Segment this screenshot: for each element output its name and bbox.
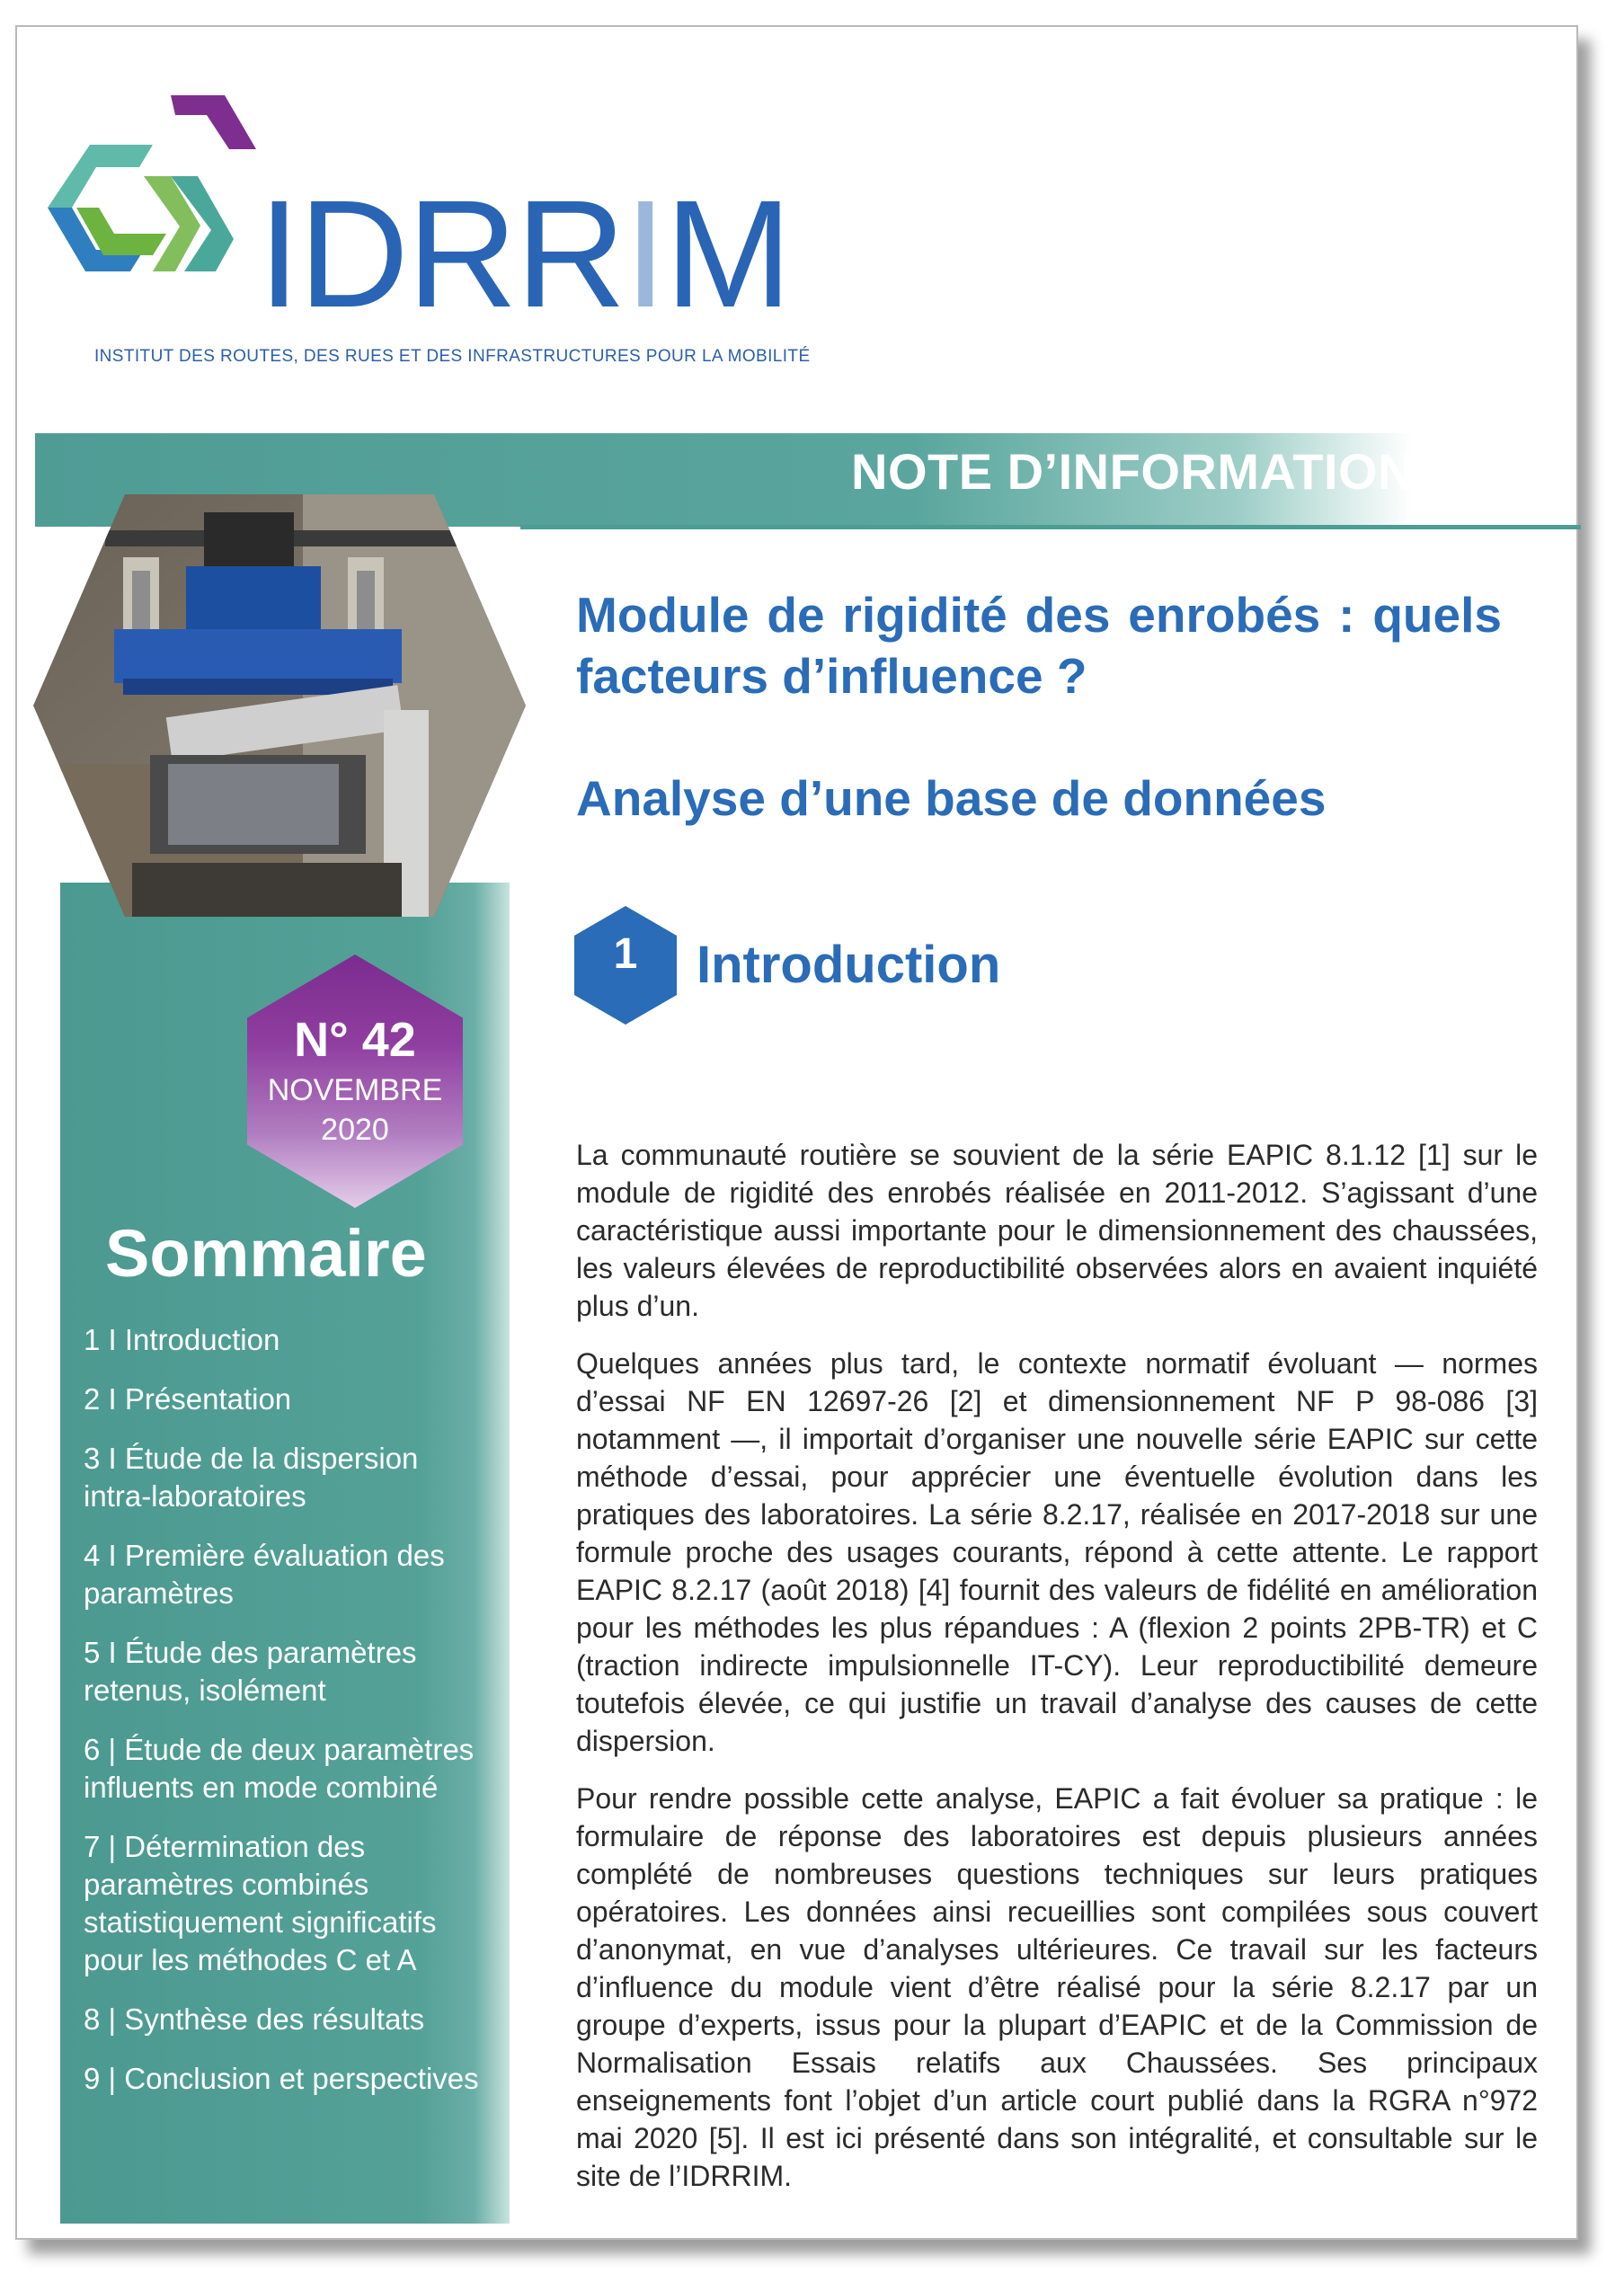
logo-wordmark: IDRRIM — [258, 169, 791, 340]
issue-number: N° 42 — [294, 1013, 416, 1067]
banner-title: NOTE D’INFORMATION — [851, 443, 1415, 500]
issue-year: 2020 — [321, 1113, 389, 1147]
toc-item[interactable]: 2 I Présentation — [84, 1382, 292, 1416]
sommaire-title: Sommaire — [105, 1216, 427, 1291]
toc-item[interactable]: 4 I Première évaluation des paramètres — [84, 1539, 445, 1610]
page-card — [15, 25, 1578, 2240]
toc-item[interactable]: 6 | Étude de deux paramètres influents en mode combiné — [84, 1733, 475, 1804]
banner-rule — [520, 525, 1581, 529]
toc-item[interactable]: 8 | Synthèse des résultats — [84, 2002, 425, 2036]
article-subtitle: Analyse d’une base de données — [576, 770, 1327, 826]
toc-item[interactable]: 5 I Étude des paramètres retenus, isolément — [84, 1636, 417, 1707]
table-of-contents — [84, 1321, 479, 2119]
toc-item[interactable]: 9 | Conclusion et perspectives — [84, 2062, 479, 2095]
article-body — [576, 1136, 1538, 2215]
toc-item[interactable]: 7 | Détermination des paramètres combinés statistiquement significatifs pour les méthodes C et A — [84, 1830, 437, 1976]
paragraph: Quelques années plus tard, le contexte normatif évoluant — normes d’essai NF EN 12697-26 [2] et dimensionnement NF P 98-086 [3] notamment —, il importait d’organiser une nouvelle série EAPIC sur cette méthode d’essai, pour apprécier une éventuelle évolution dans les pratiques des laboratoires. La série 8.2.17, réalisée en 2017-2018 sur une formule proche des usages courants, répond à cette attente. Le rapport EAPIC 8.2.17 (août 2018) [4] fournit des valeurs de fidélité en amélioration pour les méthodes les plus répandues : A (flexion 2 points 2PB-TR) et C (traction indirecte impulsionnelle IT-CY). Leur reproductibilité demeure toutefois élevée, ce qui justifie un travail d’analyse des causes de cette dispersion. — [576, 1347, 1538, 1757]
article-title: Module de rigidité des enrobés : quels facteurs d’influence ? — [576, 587, 1502, 704]
idrrim-logo-icon — [40, 95, 265, 320]
section-title: Introduction — [697, 936, 1001, 994]
toc-item[interactable]: 1 I Introduction — [84, 1323, 280, 1356]
logo-tagline: INSTITUT DES ROUTES, DES RUES ET DES INFRASTRUCTURES POUR LA MOBILITÉ — [94, 347, 811, 366]
lab-equipment-photo — [33, 494, 526, 917]
paragraph: La communauté routière se souvient de la série EAPIC 8.1.12 [1] sur le module de rigidité des enrobés réalisée en 2011-2012. S’agissant d’une caractéristique aussi importante pour le dimensionnement des chaussées, les valeurs élevées de reproductibilité observées alors en avaient inquiété plus d’un. — [576, 1139, 1538, 1322]
issue-month: NOVEMBRE — [267, 1073, 443, 1107]
paragraph: Pour rendre possible cette analyse, EAPIC a fait évoluer sa pratique : le formulaire de réponse des laboratoires est depuis plusieurs années complété de nombreuses questions techniques sur leurs pratiques opératoires. Les données ainsi recueillies sont compilées sous couvert d’anonymat, en vue d’analyses ultérieures. Ce travail sur les facteurs d’influence du module vient d’être réalisé pour la série 8.2.17 par un groupe d’experts, issus pour la plupart d’EAPIC et de la Commission de Normalisation Essais relatifs aux Chaussées. Ses principaux enseignements font l’objet d’un article court publié dans la RGRA n°972 mai 2020 [5]. Il est ici présenté dans son intégralité, et consultable sur le site de l’IDRRIM. — [576, 1782, 1538, 2192]
toc-item[interactable]: 3 I Étude de la dispersion intra-laboratoires — [84, 1442, 419, 1513]
section-number: 1 — [613, 930, 638, 978]
